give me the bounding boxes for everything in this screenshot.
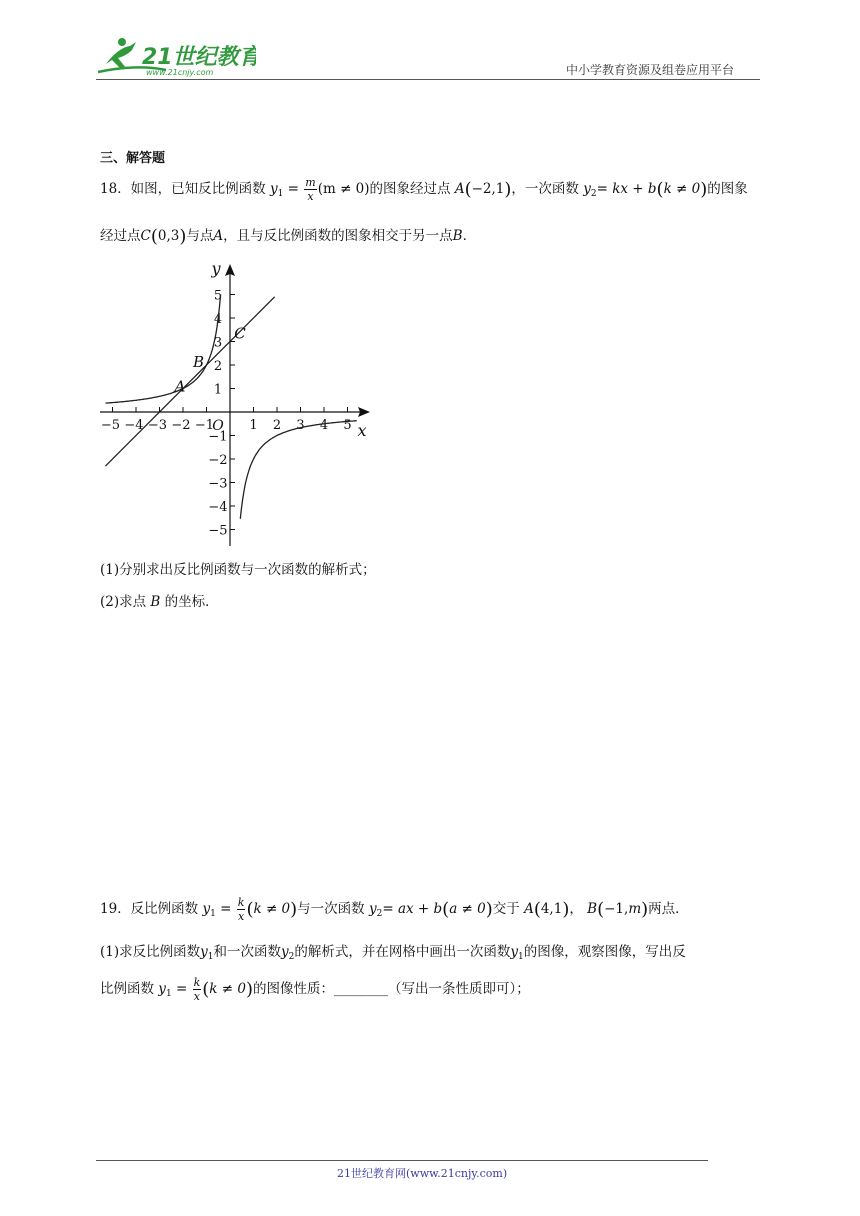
q18-point-c: 0,3: [157, 228, 180, 244]
q19-p1-a: (1)求反比例函数: [100, 944, 201, 960]
q18-text-b: 的图象经过点: [369, 181, 451, 197]
y-tick-label: 1: [213, 382, 223, 398]
origin-label: O: [212, 418, 224, 434]
q19-point-b: −1,: [604, 901, 629, 917]
y-tick-label: 2: [213, 359, 223, 374]
header-divider: [96, 79, 760, 80]
q18-line2-d: ．: [462, 228, 477, 244]
function-graph: [96, 256, 376, 552]
logo-text: 21世纪教育: [142, 45, 256, 70]
fraction-m-over-x: $\frac{m}{x}$: [305, 176, 316, 203]
x-tick-label: −3: [147, 418, 168, 433]
q19-part1-line2: 比例函数 $y_1$ = $\frac{k}{x}$ (k ≠ 0)的图像性质：________（写出一条性质即可）；: [100, 976, 530, 1003]
q18-line1: 18．如图，已知反比例函数 $y_1$ = $\frac{m}{x}$ (m ≠ 0)的图象经过点 A(−2,1)，一次函数 $y_2=$ kx + b(k ≠ 0)的图象: [100, 176, 748, 203]
q19-cond-a: a ≠ 0: [449, 901, 486, 917]
y-tick-label: −5: [208, 523, 228, 539]
q18-line2-b: 与点: [186, 228, 214, 244]
q18-text-a: ．如图，已知反比例函数: [117, 181, 266, 197]
q19-cond-k: k ≠ 0: [253, 901, 291, 917]
y-tick-label: −2: [208, 453, 228, 468]
q18-number: 18: [100, 181, 118, 197]
q19-line1: 19．反比例函数 $y_1$ = $\frac{k}{x}$ (k ≠ 0)与一次函数 $y_2=$ ax + b(a ≠ 0)交于 A(4,1)， B(−1,m)两点．: [100, 896, 689, 923]
point-label-b: B: [452, 228, 463, 244]
section-title: 三、解答题: [100, 151, 166, 166]
q18-line2-a: 经过点: [100, 228, 141, 244]
q18-linear: = kx + b: [596, 181, 657, 197]
q19-cond-k-2: k ≠ 0: [209, 981, 246, 997]
y-tick-label: 5: [213, 288, 223, 304]
q18-text-d: 的图象: [707, 181, 748, 197]
x-tick-label: 1: [249, 418, 258, 433]
q19-text-d: ，: [569, 901, 583, 917]
q19-text-c: 交于: [492, 901, 520, 917]
x-tick-label: −1: [194, 418, 215, 433]
q19-linear: = ax + b: [382, 901, 443, 917]
q18-line2: 经过点C(0,3)与点A，且与反比例函数的图象相交于另一点B．: [100, 226, 477, 247]
q19-p1-line2-a: 比例函数: [100, 981, 154, 997]
q19-number: 19: [100, 901, 118, 917]
q18-line2-c: ，且与反比例函数的图象相交于另一点: [223, 228, 453, 244]
q18-cond-m: (m ≠ 0): [317, 181, 370, 197]
y-axis-label: y: [211, 259, 221, 278]
point-c-label: C: [234, 324, 246, 343]
q18-part2: [100, 590, 219, 610]
site-logo: [96, 34, 256, 78]
fraction-k-over-x-2: $\frac{k}{x}$: [193, 976, 201, 1003]
q18-part1: (1)分别求出反比例函数与一次函数的解析式；: [100, 562, 376, 578]
q19-p1-b: 和一次函数: [213, 944, 281, 960]
site-title: 中小学教育资源及组卷应用平台: [566, 63, 735, 77]
q19-part1-line1: (1)求反比例函数$y_1$和一次函数$y_2$的解析式，并在网格中画出一次函数$y_1$的图像，观察图像，写出反: [100, 944, 686, 962]
footer-text: 21世纪教育网(www.21cnjy.com): [337, 1167, 508, 1180]
q19-text-e: 两点．: [648, 901, 689, 917]
x-tick-label: 3: [296, 418, 305, 433]
footer-divider: [96, 1160, 708, 1161]
x-tick-label: −2: [171, 418, 191, 433]
x-tick-label: −5: [100, 418, 121, 433]
q19-point-a: 4,1: [540, 901, 563, 917]
y-tick-label: −4: [208, 500, 228, 515]
q19-text-b: 与一次函数: [297, 901, 365, 917]
linear-function-line: [105, 297, 274, 466]
q19-text-a: ．反比例函数: [117, 901, 199, 917]
point-label-a: A: [213, 228, 224, 244]
q19-p1-d: 的图像，观察图像，写出反: [523, 944, 686, 960]
y-tick-label: −3: [208, 476, 228, 492]
q18-part2-b: 的坐标．: [164, 594, 219, 610]
q18-point-a: −2,1: [471, 181, 505, 197]
q19-p1-c: 的解析式，并在网格中画出一次函数: [294, 944, 511, 960]
q18-text-c: ，一次函数: [511, 181, 579, 197]
q18-part2-a: (2)求点: [100, 594, 147, 610]
hyperbola-branch-right: [240, 421, 356, 519]
x-tick-label: −4: [124, 418, 144, 433]
q19-p1-line2-b: 的图像性质：________（写出一条性质即可）；: [252, 981, 530, 997]
q18-cond-k: k ≠ 0: [663, 181, 701, 197]
y-tick-label: −1: [208, 429, 228, 445]
hyperbola-branch-left: [106, 295, 221, 404]
graph-svg: [96, 256, 376, 552]
fraction-k-over-x: $\frac{k}{x}$: [237, 896, 245, 923]
x-axis-label: x: [357, 421, 367, 440]
y-tick-label: 4: [213, 312, 223, 327]
x-tick-label: 5: [343, 418, 352, 433]
x-tick-label: 4: [319, 418, 329, 433]
x-tick-label: 2: [272, 418, 282, 433]
point-b-label: B: [192, 353, 205, 371]
logo-url: www.21cnjy.com: [146, 68, 214, 77]
point-a-label: A: [174, 377, 186, 396]
q18-part2-point: B: [150, 594, 161, 610]
y-tick-label: 3: [213, 335, 223, 351]
